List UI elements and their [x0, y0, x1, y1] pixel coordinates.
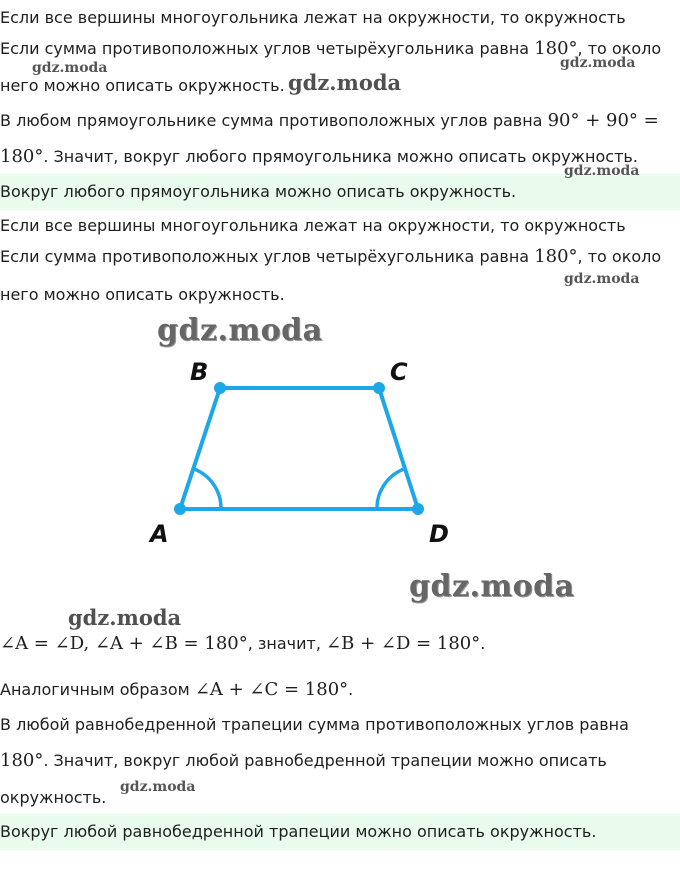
text-segment: В любом прямоугольнике сумма противоположных углов равна — [0, 111, 548, 130]
conclusion-highlight — [0, 814, 680, 850]
label-b: B — [190, 358, 209, 386]
vertex-a — [174, 503, 186, 515]
text-line: Если все вершины многоугольника лежат на окружности, то окружность — [0, 8, 626, 27]
watermark: gdz.moda — [68, 605, 182, 630]
text-segment: . Значит, вокруг любой равнобедренной трапеции можно описать — [43, 751, 607, 770]
text-segment: , то около — [577, 247, 662, 266]
text-line: В любой равнобедренной трапеции сумма противоположных углов равна — [0, 715, 629, 734]
conclusion-highlight — [0, 174, 680, 210]
math-expression: ∠A + ∠C = 180° — [194, 679, 349, 700]
text-line — [0, 110, 659, 132]
angle-arc-d — [377, 469, 404, 509]
label-d: D — [429, 520, 449, 548]
conclusion-text: Вокруг любого прямоугольника можно описать окружность. — [0, 182, 517, 201]
angle-arc-a — [194, 469, 221, 509]
text-line: окружность. — [0, 788, 107, 807]
conclusion-text: Вокруг любой равнобедренной трапеции можно описать окружность. — [0, 822, 597, 841]
text-segment: Если сумма противоположных углов четырёхугольника равна — [0, 247, 535, 266]
text-line: него можно описать окружность. — [0, 76, 285, 95]
text-segment: , то около — [577, 39, 662, 58]
watermark: gdz.moda — [564, 271, 640, 287]
watermark: gdz.moda — [288, 70, 402, 95]
vertex-b — [214, 382, 226, 394]
math-expression: 180° — [0, 750, 44, 771]
text-line: Если все вершины многоугольника лежат на окружности, то окружность — [0, 216, 626, 235]
math-expression: ∠B + ∠D = 180° — [326, 633, 481, 654]
math-expression: 180° — [534, 38, 578, 59]
math-expression: 180° — [534, 246, 578, 267]
label-a: A — [150, 520, 169, 548]
watermark: gdz.moda — [409, 569, 575, 604]
watermark: gdz.moda — [560, 55, 636, 71]
text-segment: . Значит, вокруг любого прямоугольника можно описать окружность. — [43, 147, 638, 166]
vertex-c — [373, 382, 385, 394]
trapezoid-figure — [0, 300, 680, 560]
math-expression: ∠A = ∠D, ∠A + ∠B = 180° — [0, 633, 248, 654]
text-segment: Если сумма противоположных углов четырёхугольника равна — [0, 39, 535, 58]
label-c: C — [390, 358, 408, 386]
watermark: gdz.moda — [157, 313, 323, 348]
math-expression: 180° — [0, 146, 44, 167]
text-segment: , значит, — [247, 634, 327, 653]
text-line — [0, 146, 638, 168]
watermark: gdz.moda — [120, 779, 196, 795]
vertex-d — [412, 503, 424, 515]
text-segment: Аналогичным образом — [0, 680, 195, 699]
text-segment: . — [348, 680, 354, 699]
text-line — [0, 246, 661, 268]
math-expression: 90° + 90° = — [547, 110, 659, 131]
watermark: gdz.moda — [32, 60, 108, 76]
text-line: него можно описать окружность. — [0, 285, 285, 304]
text-segment: . — [480, 634, 486, 653]
text-line — [0, 633, 485, 655]
watermark: gdz.moda — [564, 163, 640, 179]
text-line — [0, 750, 607, 772]
text-line — [0, 679, 353, 701]
